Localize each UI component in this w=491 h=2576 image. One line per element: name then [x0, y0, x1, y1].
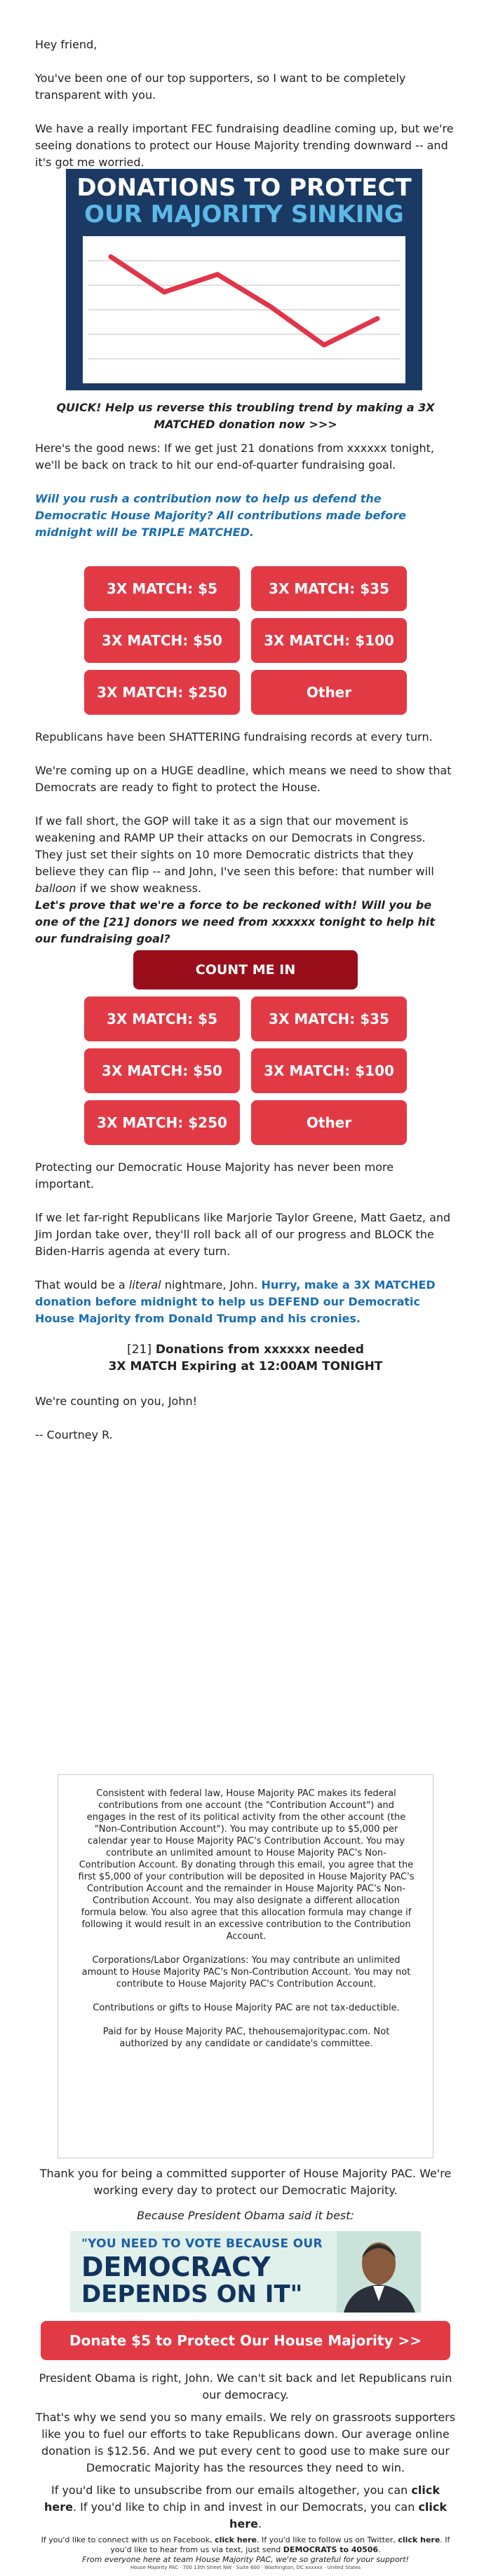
protect-paragraph: Protecting our Democratic House Majority has never been more important. — [35, 1160, 394, 1191]
chip-in-link[interactable]: click here — [229, 2500, 448, 2530]
signoff: -- Courtney R. — [35, 1428, 113, 1441]
connect-paragraph — [35, 2535, 456, 2555]
counting-line: We're counting on you, John! — [35, 1395, 198, 1408]
donate-250-button-2[interactable]: 3X MATCH: $250 — [84, 1100, 240, 1145]
banner-quote-line1: "YOU NEED TO VOTE BECAUSE OUR — [81, 2237, 323, 2251]
disclaimer-corporations: Corporations/Labor Organizations: You may contribute an unlimited amount to House Majority PAC's Non-Contribution Account. You may not contribute to House Majority PAC's Contribution Account. — [81, 1955, 411, 1989]
connect-text-1: If you'd like to connect with us on Facebook, — [41, 2535, 215, 2544]
donate-5-button-2[interactable]: 3X MATCH: $5 — [84, 996, 240, 1041]
legal-disclaimer-box — [58, 1774, 433, 2158]
donate-35-button-2[interactable]: 3X MATCH: $35 — [251, 996, 407, 1041]
banner-quote-line2: DEMOCRACY — [81, 2252, 271, 2282]
twitter-link[interactable]: click here — [398, 2535, 440, 2544]
count-me-in-button[interactable]: COUNT ME IN — [133, 950, 358, 989]
needed-count: [21] — [127, 1343, 152, 1357]
donate-other-button-2[interactable]: Other — [251, 1100, 407, 1145]
donate-35-button[interactable]: 3X MATCH: $35 — [251, 566, 407, 611]
intro-paragraph-2: We have a really important FEC fundraising deadline coming up, but we're seeing donations to protect our House Majority trending downward -- and it's got me worried. — [35, 122, 454, 169]
donate-5-button[interactable]: 3X MATCH: $5 — [84, 566, 240, 611]
disclaimer-allocation: Consistent with federal law, House Majority PAC makes its federal contributions from one account (the "Contribution Account") and engages in the rest of its political activity from the other account (the "Non-Contribution Account"). You may contribute up to $5,000 per calendar year to House Majority PAC's Contribution Account. You may contribute an unlimited amount to House Majority PAC's Non-Contribution Account. By donating through this email, you agree that the first $5,000 of your contribution will be deposited in House Majority PAC's Contribution Account and the remainder in House Majority PAC's Non-Contribution Account. You may also designate a different allocation formula below. You also agree that this allocation formula may change if following it would result in an excessive contribution to the Contribution Account. — [78, 1788, 415, 1942]
records-paragraph: Republicans have been SHATTERING fundraising records at every turn. — [35, 730, 433, 744]
chart-title-line1: DONATIONS TO PROTECT — [76, 174, 412, 202]
address-line-2: 700 13th Street NW — [182, 2565, 232, 2570]
good-news-paragraph: Here's the good news: If we get just 21 donations from xxxxxx tonight, we'll be back on track to hit our end-of-quarter fundraising goal. — [35, 441, 434, 472]
donate-50-button-2[interactable]: 3X MATCH: $50 — [84, 1048, 240, 1093]
banner-quote-line3: DEPENDS ON IT" — [81, 2280, 303, 2308]
unsubscribe-paragraph — [35, 2482, 456, 2533]
connect-text-2: . If you'd like to follow us on Twitter, — [256, 2535, 398, 2544]
gop-text-1: If we fall short, the GOP will take it as a sign that our movement is weakening and RAMP UP their attacks on our Democrats in Congress. They just set their sights on 10 more Democratic districts that they believe they can flip -- and John, I've seen this before: that number will — [35, 814, 434, 878]
gop-text-2: if we show weakness. — [76, 882, 202, 895]
far-right-paragraph: If we let far-right Republicans like Marjorie Taylor Greene, Matt Gaetz, and Jim Jordan take over, they'll roll back all of our progress and BLOCK the Biden-Harris agenda at every turn. — [35, 1211, 451, 1258]
address-line-5: United States — [327, 2565, 361, 2570]
obama-right-paragraph: President Obama is right, John. We can't sit back and let Republicans ruin our democracy. — [39, 2371, 452, 2402]
address-line-4: Washington, DC xxxxxx — [264, 2565, 323, 2570]
nightmare-text-1: That would be a — [35, 1278, 129, 1292]
donate-100-button[interactable]: 3X MATCH: $100 — [251, 618, 407, 663]
chart-plot — [66, 169, 422, 390]
address-line-1: House Majority PAC — [130, 2565, 178, 2570]
gop-balloon: balloon — [35, 882, 76, 895]
donations-chart-graphic[interactable] — [66, 169, 422, 390]
donate-100-button-2[interactable]: 3X MATCH: $100 — [251, 1048, 407, 1093]
democracy-banner-image[interactable] — [70, 2231, 421, 2313]
needed-text: Donations from xxxxxx needed — [152, 1343, 364, 1357]
greeting: Hey friend, — [35, 38, 97, 51]
intro-paragraph-1: You've been one of our top supporters, so I want to be completely transparent with you. — [35, 71, 406, 102]
text-code: DEMOCRATS to 40506 — [283, 2545, 379, 2554]
reckoned-paragraph: Let's prove that we're a force to be reckoned with! Will you be one of the [21] donors we need from xxxxxx tonight to help hit our fundraising goal? — [35, 898, 436, 945]
donate-50-button[interactable]: 3X MATCH: $50 — [84, 618, 240, 663]
obama-portrait — [337, 2231, 421, 2313]
unsub-text-2: . If you'd like to chip in and invest in our Democrats, you can — [72, 2500, 419, 2514]
deadline-paragraph: We're coming up on a HUGE deadline, which means we need to show that Democrats are ready to fight to protect the House. — [35, 764, 452, 794]
connect-text-3: . If you'd like to hear from us via text, just send — [110, 2535, 450, 2554]
rush-ask-link[interactable]: Will you rush a contribution now to help us defend the Democratic House Majority? All contributions made before midnight will be TRIPLE MATCHED. — [35, 492, 406, 539]
mailing-address: House Majority PAC · 700 13th Street NW · Suite 600 · Washington, DC xxxxxx · United States — [130, 2565, 361, 2570]
nightmare-text-2: nightmare, John. — [161, 1278, 262, 1292]
obama-intro: Because President Obama said it best: — [137, 2209, 354, 2222]
unsub-text-3: . — [257, 2517, 262, 2530]
nightmare-literal: literal — [128, 1278, 161, 1292]
thanks-paragraph: Thank you for being a committed supporter of House Majority PAC. We're working every day to protect our Democratic Majority. — [39, 2167, 452, 2197]
why-emails-paragraph: That's why we send you so many emails. We rely on grassroots supporters like you to fuel our efforts to take Republicans down. Our average online donation is $12.56. And we put every cent to good use to make sure our Democratic Majority has the resources they need to win. — [35, 2411, 456, 2474]
disclaimer-paid-for: Paid for by House Majority PAC, thehousemajoritypac.com. Not authorized by any candidate or candidate's committee. — [102, 2027, 390, 2049]
donate-other-button[interactable]: Other — [251, 670, 407, 715]
closing-paragraph: From everyone here at team House Majority PAC, we're so grateful for your support! — [82, 2555, 409, 2564]
donate-250-button[interactable]: 3X MATCH: $250 — [84, 670, 240, 715]
defend-majority-link[interactable]: Hurry, make a 3X MATCHED donation before midnight to help us DEFEND our Democratic House Majority from Donald Trump and his cronies. — [35, 1278, 436, 1325]
disclaimer-tax: Contributions or gifts to House Majority PAC are not tax-deductible. — [93, 2003, 400, 2013]
nightmare-paragraph — [35, 1277, 456, 1327]
unsub-text-1: If you'd like to unsubscribe from our emails altogether, you can — [51, 2483, 412, 2497]
unsubscribe-link[interactable]: click here — [43, 2483, 440, 2514]
donations-needed-line — [35, 1341, 456, 1358]
match-expiring-line: 3X MATCH Expiring at 12:00AM TONIGHT — [108, 1359, 383, 1373]
donate-5-protect-button[interactable]: Donate $5 to Protect Our House Majority >> — [41, 2321, 450, 2360]
address-line-3: Suite 600 — [236, 2565, 260, 2570]
chart-title-line2: OUR MAJORITY SINKING — [84, 200, 404, 228]
connect-text-4: . — [378, 2545, 381, 2554]
facebook-link[interactable]: click here — [215, 2535, 257, 2544]
quick-cta-link[interactable]: QUICK! Help us reverse this troubling trend by making a 3X MATCHED donation now >>> — [56, 401, 435, 431]
gop-paragraph — [35, 813, 456, 897]
